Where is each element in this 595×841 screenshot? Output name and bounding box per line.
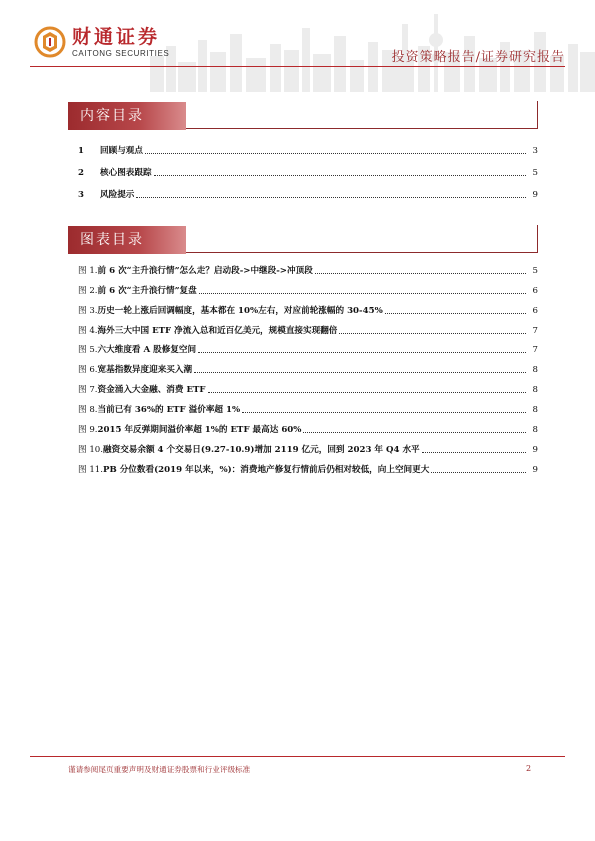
figure-label: 图 7. <box>78 385 98 396</box>
figure-label: 图 11. <box>78 464 103 475</box>
figure-label: 图 4. <box>78 325 98 336</box>
toc-leader <box>145 153 526 154</box>
figure-page-number: 8 <box>532 385 538 396</box>
figure-leader <box>303 432 526 433</box>
contents-section-heading <box>68 102 538 130</box>
figure-entry[interactable] <box>78 435 538 455</box>
figure-page-number: 6 <box>532 305 538 316</box>
figure-title: 资金涌入大金融、消费 ETF <box>97 385 206 396</box>
figure-entry[interactable] <box>78 455 538 475</box>
toc-page-number: 3 <box>532 146 538 156</box>
figure-leader <box>431 472 526 473</box>
figure-page-number: 5 <box>532 265 538 276</box>
figure-label: 图 10. <box>78 444 103 455</box>
footer-disclaimer: 谨请参阅尾页重要声明及财通证券股票和行业评级标准 <box>68 765 251 774</box>
figure-leader <box>242 412 526 413</box>
figure-title: 历史一轮上涨后回调幅度，基本都在 10%左右，对应前轮涨幅的 30-45% <box>97 305 383 316</box>
figure-page-number: 7 <box>532 345 538 356</box>
figure-leader <box>422 452 526 453</box>
figure-page-number: 8 <box>532 365 538 376</box>
figure-entry[interactable] <box>78 296 538 316</box>
figure-entry[interactable] <box>78 336 538 356</box>
footer-page-number: 2 <box>526 764 532 773</box>
figure-leader <box>315 273 526 274</box>
figure-label: 图 6. <box>78 365 98 376</box>
toc-number: 3 <box>78 190 84 200</box>
figure-entry[interactable] <box>78 256 538 276</box>
figure-leader <box>208 392 526 393</box>
figure-leader <box>199 293 526 294</box>
figure-label: 图 8. <box>78 405 98 416</box>
figure-entry[interactable] <box>78 316 538 336</box>
figures-heading-rule <box>186 252 538 253</box>
toc-page-number: 9 <box>532 190 538 200</box>
figure-title: 融资交易余额 4 个交易日(9.27-10.9)增加 2119 亿元，回到 2023 年 Q4 水平 <box>103 444 420 455</box>
figure-title: 宽基指数异度迎来买入潮 <box>97 365 193 376</box>
toc-entry[interactable] <box>78 156 538 178</box>
figure-page-number: 9 <box>532 444 538 455</box>
header-divider <box>30 66 565 67</box>
figure-label: 图 9. <box>78 425 98 436</box>
toc-entry[interactable] <box>78 134 538 156</box>
figure-entry[interactable] <box>78 375 538 395</box>
figures-section-heading <box>68 226 538 254</box>
figure-label: 图 5. <box>78 345 98 356</box>
figure-entry[interactable] <box>78 276 538 296</box>
figure-label: 图 2. <box>78 285 98 296</box>
figure-label: 图 1. <box>78 265 98 276</box>
figure-page-number: 7 <box>532 325 538 336</box>
caitong-logo-icon <box>34 26 66 58</box>
contents-heading-rule <box>186 128 538 129</box>
list-of-figures <box>78 256 538 475</box>
figure-title: 前 6 次“主升浪行情”复盘 <box>97 285 197 296</box>
toc-entry[interactable] <box>78 178 538 200</box>
toc-title: 回顾与观点 <box>100 146 143 156</box>
toc-number: 1 <box>78 146 84 156</box>
toc-title: 风险提示 <box>100 190 135 200</box>
toc-page-number: 5 <box>532 168 538 178</box>
figure-page-number: 8 <box>532 425 538 436</box>
page-header <box>0 0 595 100</box>
company-logo <box>34 26 169 58</box>
figure-leader <box>339 333 526 334</box>
figure-title: 当前已有 36%的 ETF 溢价率超 1% <box>97 405 241 416</box>
logo-english-name: CAITONG SECURITIES <box>72 48 170 58</box>
figure-entry[interactable] <box>78 395 538 415</box>
table-of-contents <box>78 134 538 200</box>
figure-title: PB 分位数看(2019 年以来，%)：消费地产修复行情前后仍相对较低，向上空间更大 <box>103 464 430 475</box>
figure-label: 图 3. <box>78 305 98 316</box>
toc-leader <box>154 175 526 176</box>
figure-title: 2015 年反弹期间溢价率超 1%的 ETF 最高达 60% <box>97 425 302 436</box>
toc-number: 2 <box>78 168 84 178</box>
contents-heading-tab: 内容目录 <box>68 102 186 130</box>
logo-chinese-name: 财通证券 <box>72 25 161 48</box>
figures-heading-tab: 图表目录 <box>68 226 186 254</box>
figure-page-number: 9 <box>532 464 538 475</box>
toc-leader <box>136 197 526 198</box>
figure-page-number: 8 <box>532 405 538 416</box>
figure-page-number: 6 <box>532 285 538 296</box>
figure-leader <box>194 372 526 373</box>
figure-title: 海外三大中国 ETF 净流入总和近百亿美元，规模直接实现翻倍 <box>97 325 338 336</box>
contents-heading-edge <box>537 101 538 129</box>
figure-entry[interactable] <box>78 415 538 435</box>
report-type-label: 投资策略报告/证券研究报告 <box>391 50 565 65</box>
figure-entry[interactable] <box>78 355 538 375</box>
footer-divider <box>30 756 565 757</box>
figure-leader <box>385 313 526 314</box>
figure-title: 前 6 次“主升浪行情”怎么走？启动段->中继段->冲顶段 <box>97 265 313 276</box>
figure-leader <box>198 352 526 353</box>
figures-heading-edge <box>537 225 538 253</box>
toc-title: 核心图表跟踪 <box>100 168 152 178</box>
figure-title: 六大维度看 A 股修复空间 <box>97 345 197 356</box>
